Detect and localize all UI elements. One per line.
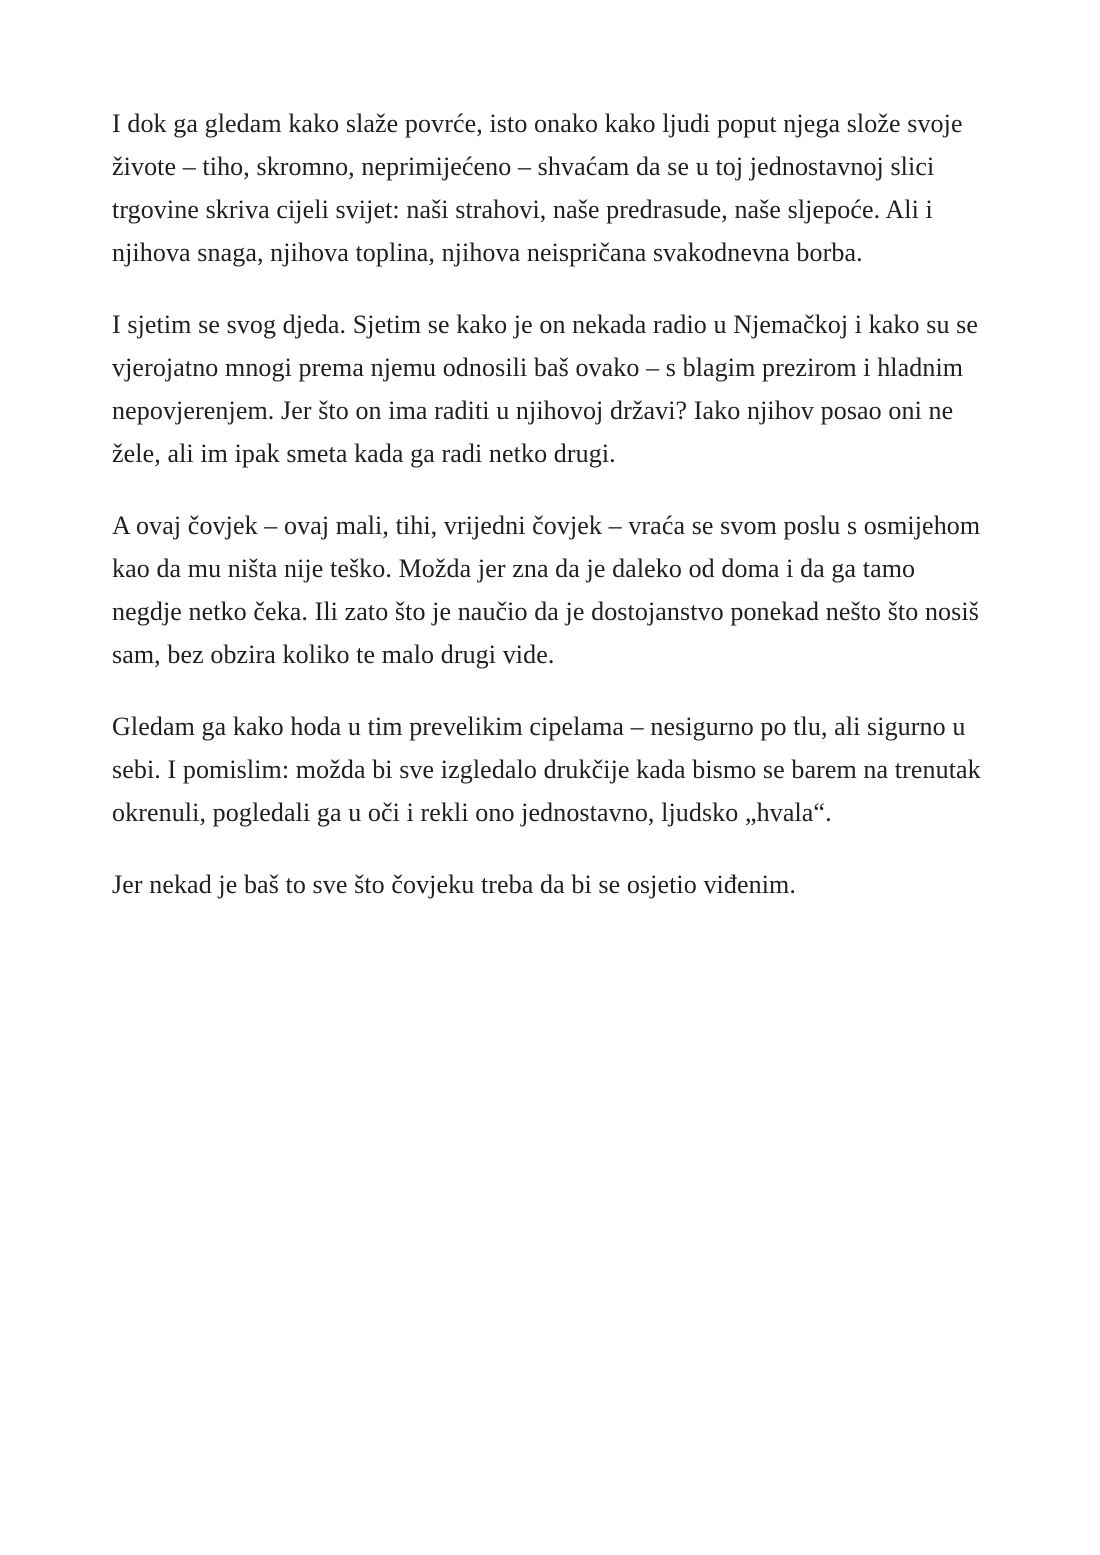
paragraph: I sjetim se svog djeda. Sjetim se kako je on nekada radio u Njemačkoj i kako su se vjerojatno mnogi prema njemu odnosili baš ovako – s blagim prezirom i hladnim nepovjerenjem. Jer što on ima raditi u njihovoj državi? Iako njihov posao oni ne žele, ali im ipak smeta kada ga radi netko drugi. [112, 310, 978, 468]
paragraph: Jer nekad je baš to sve što čovjeku treba da bi se osjetio viđenim. [112, 870, 796, 899]
document-body [112, 102, 988, 935]
paragraph: Gledam ga kako hoda u tim prevelikim cipelama – nesigurno po tlu, ali sigurno u sebi. I pomislim: možda bi sve izgledalo drukčije kada bismo se barem na trenutak okrenuli, pogledali ga u oči i rekli ono jednostavno, ljudsko „hvala“. [112, 712, 981, 827]
paragraph: A ovaj čovjek – ovaj mali, tihi, vrijedni čovjek – vraća se svom poslu s osmijehom kao da mu ništa nije teško. Možda jer zna da je daleko od doma i da ga tamo negdje netko čeka. Ili zato što je naučio da je dostojanstvo ponekad nešto što nosiš sam, bez obzira koliko te malo drugi vide. [112, 511, 981, 669]
paragraph: I dok ga gledam kako slaže povrće, isto onako kako ljudi poput njega slože svoje živote – tiho, skromno, neprimijećeno – shvaćam da se u toj jednostavnoj slici trgovine skriva cijeli svijet: naši strahovi, naše predrasude, naše sljepoće. Ali i njihova snaga, njihova toplina, njihova neispričana svakodnevna borba. [112, 109, 963, 267]
